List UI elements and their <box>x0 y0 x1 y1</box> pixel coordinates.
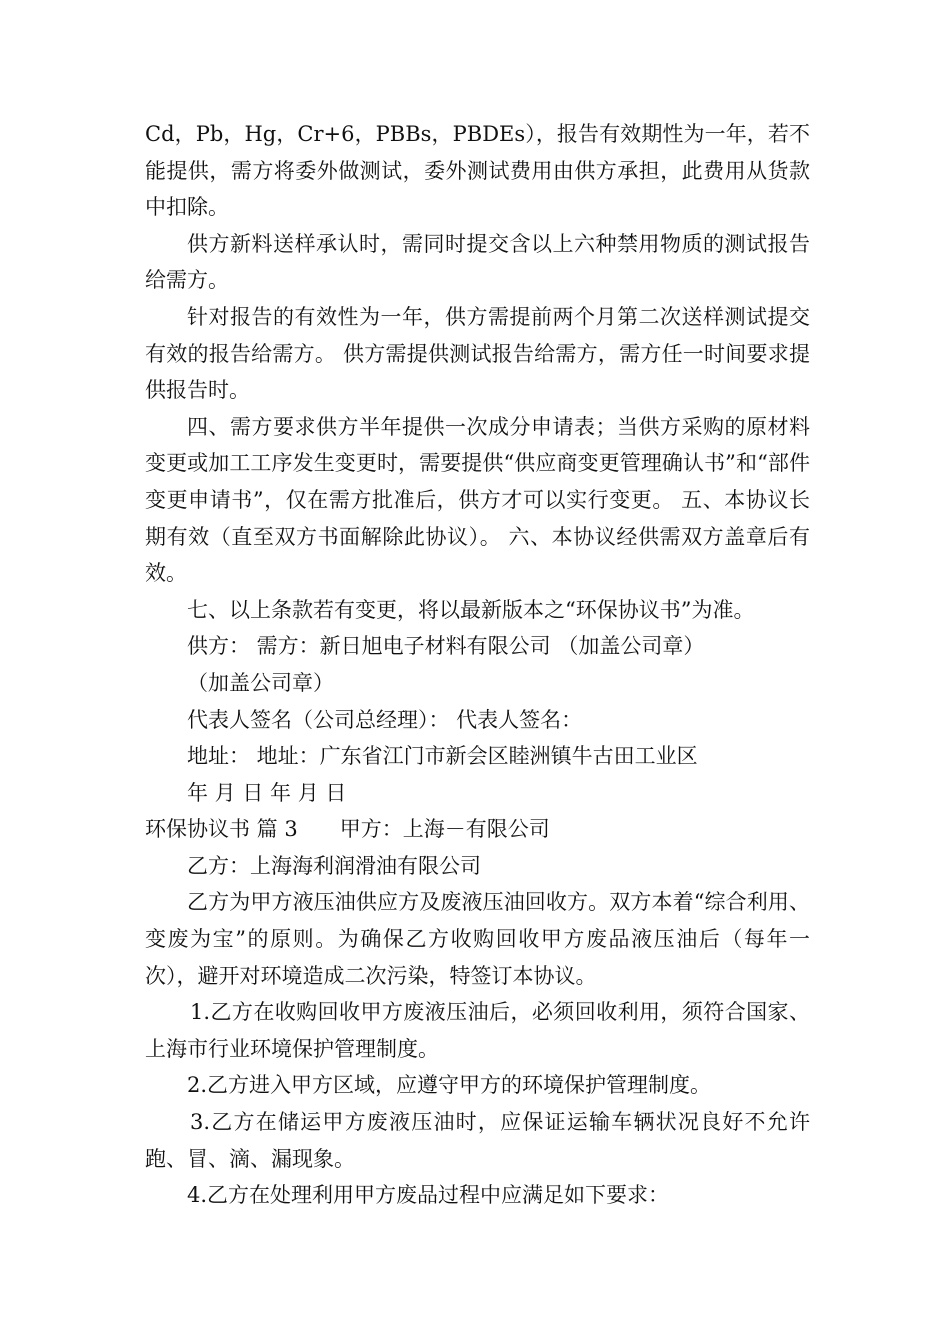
signature-seal-line: （加盖公司章） <box>187 670 334 695</box>
clause-item-2: 2.乙方进入甲方区域，应遵守甲方的环境保护管理制度。 <box>187 1073 712 1098</box>
signature-address-line: 地址： 地址：广东省江门市新会区睦洲镇牛古田工业区 <box>187 744 698 769</box>
section-heading-agreement-3: 环保协议书 篇 3 甲方：上海－有限公司 <box>145 817 550 842</box>
document-page <box>145 116 810 1214</box>
paragraph-clause-four-to-six: 四、需方要求供方半年提供一次成分申请表；当供方采购的原材料变更或加工工序发生变更时，需要提供“供应商变更管理确认书”和“部件变更申请书”，仅在需方批准后，供方才可以实行变更。 五、本协议长期有效（直至双方书面解除此协议）。 六、本协议经供需双方盖章后有效。 <box>145 414 810 586</box>
paragraph-report-validity: 针对报告的有效性为一年，供方需提前两个月第二次送样测试提交有效的报告给需方。 供方需提供测试报告给需方，需方任一时间要求提供报告时。 <box>145 304 810 403</box>
signature-representative-line: 代表人签名（公司总经理）： 代表人签名： <box>187 707 583 732</box>
signature-date-line: 年 月 日 年 月 日 <box>187 780 347 805</box>
paragraph-clause-seven: 七、以上条款若有变更，将以最新版本之“环保协议书”为准。 <box>187 597 755 622</box>
signature-parties-line: 供方： 需方：新日旭电子材料有限公司 （加盖公司章） <box>187 634 705 659</box>
clause-item-4: 4.乙方在处理利用甲方废品过程中应满足如下要求： <box>187 1183 670 1208</box>
clause-item-3: 3.乙方在储运甲方废液压油时，应保证运输车辆状况良好不允许跑、冒、滴、漏现象。 <box>145 1110 810 1171</box>
paragraph-hazardous-substances: Cd，Pb，Hg，Cr+6，PBBs，PBDEs），报告有效期性为一年，若不能提供，需方将委外做测试，委外测试费用由供方承担，此费用从货款中扣除。 <box>145 122 810 220</box>
party-b-line: 乙方：上海海利润滑油有限公司 <box>187 853 481 878</box>
paragraph-sample-approval: 供方新料送样承认时，需同时提交含以上六种禁用物质的测试报告给需方。 <box>145 231 810 293</box>
paragraph-agreement-intro: 乙方为甲方液压油供应方及废液压油回收方。双方本着“综合利用、变废为宝”的原则。为确保乙方收购回收甲方废品液压油后（每年一次），避开对环境造成二次污染，特签订本协议。 <box>145 890 810 988</box>
clause-item-1: 1.乙方在收购回收甲方废液压油后，必须回收利用，须符合国家、上海市行业环境保护管理制度。 <box>145 1000 810 1061</box>
